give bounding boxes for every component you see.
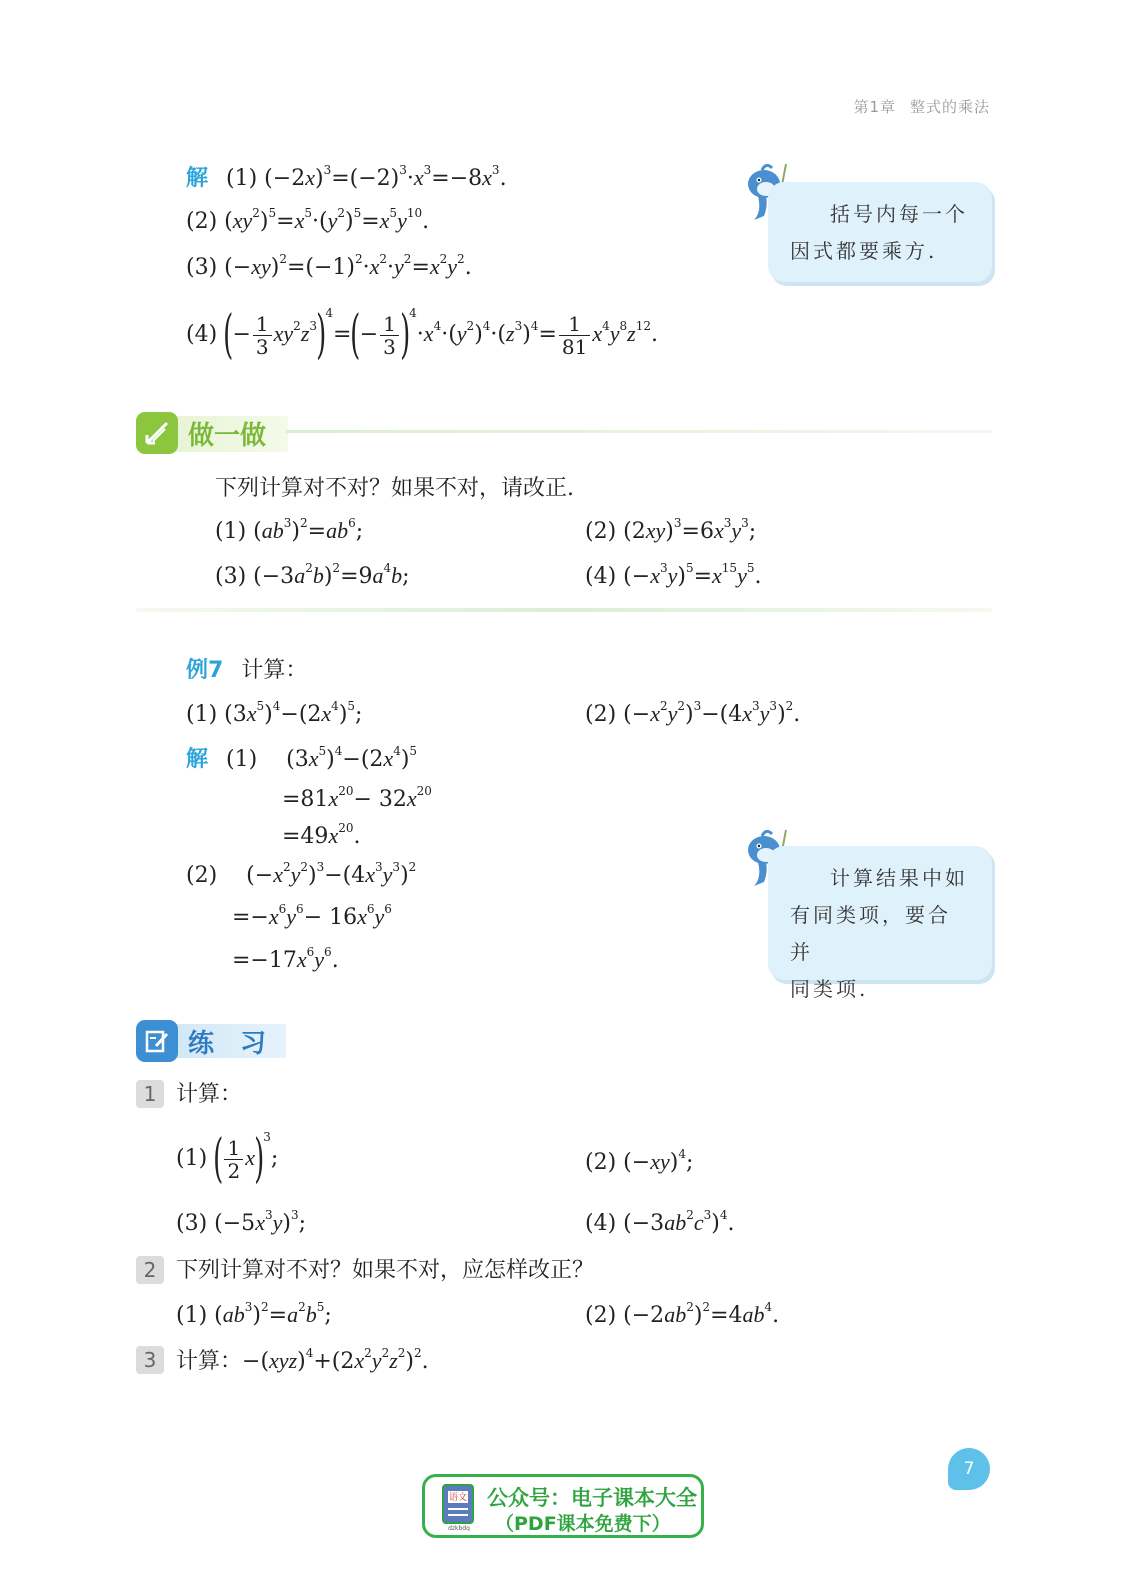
activity-title: 做一做 [188, 421, 267, 451]
solution-line-4: (4) (− $\frac{1}{3}$ $xy^2z^3)^4=(-$ $\frac{1}{3}$ )$^4\cdot x^4\cdot(y^2)^4\cdot(z^3)^4=$ $\frac{1}{81}$ $x^4y^8z^{12}$. [186, 305, 658, 365]
tip-bubble-2: 计算结果中如 有同类项，要合并 同类项. [768, 846, 992, 980]
question-3: 计算：$-(xyz)^4+(2x^2y^2z^2)^2$. [176, 1346, 429, 1374]
solution-line-2: (2) $(xy^2)^5=x^5\cdot(y^2)^5=x^5y^{10}$. [186, 206, 430, 234]
question-2a: (1) $(ab^3)^2=a^2b^5$; [176, 1300, 332, 1328]
pencil-ruler-icon [136, 412, 178, 454]
page-header [839, 96, 990, 117]
activity-item-1: (1) $(ab^3)^2=ab^6$; [215, 516, 364, 544]
question-1-text: 计算： [176, 1082, 243, 1107]
example7-solution-1a: 解 (1) $(3x^5)^4-(2x^4)^5$ [186, 744, 418, 772]
example7-solution-1b: $=81x^{20}- 32x^{20}$ [282, 784, 432, 812]
question-number-3: 3 [136, 1346, 164, 1374]
textbook-icon [439, 1483, 479, 1531]
page-number: 7 [948, 1448, 990, 1490]
activity-item-2: (2) $(2xy)^3=6x^3y^3$; [585, 516, 757, 544]
practice-title: 练 习 [188, 1029, 267, 1059]
example7-solution-2b: $=-x^6y^6- 16x^6y^6$ [232, 902, 392, 930]
solution-label: 解 [186, 166, 209, 191]
question-2-text: 下列计算对不对？如果不对，应怎样改正？ [176, 1258, 595, 1283]
example7-solution-label: 解 [186, 747, 209, 772]
example7-solution-1c: $=49x^{20}$. [282, 821, 361, 849]
section-divider [136, 608, 992, 612]
example7-heading: 例7 计算： [186, 658, 308, 683]
question-1b: (2) $(-xy)^4$; [585, 1147, 694, 1175]
watermark-line-2: （PDF课本免费下） [495, 1513, 671, 1535]
watermark-banner [422, 1474, 704, 1538]
chapter-number: 第1章 [853, 98, 896, 116]
question-1d: (4) $(-3ab^2c^3)^4$. [585, 1208, 735, 1236]
chapter-title: 整式的乘法 [909, 98, 990, 116]
solution-line-1: 解 (1) $(-2x)^3=(-2)^3\cdot x^3=-8x^3$. [186, 163, 507, 191]
activity-prompt: 下列计算对不对？如果不对，请改正. [215, 476, 574, 501]
question-number-2: 2 [136, 1256, 164, 1284]
practice-section-header [136, 1020, 296, 1064]
svg-text:语文: 语文 [448, 1493, 468, 1503]
tip-bubble-1: 括号内每一个 因式都要乘方. [768, 182, 992, 282]
question-2b: (2) $(-2ab^2)^2=4ab^4$. [585, 1300, 780, 1328]
activity-section-header [136, 412, 992, 456]
example7-solution-2a: (2) $(-x^2y^2)^3-(4x^3y^3)^2$ [186, 860, 417, 888]
question-1c: (3) $(-5x^3y)^3$; [176, 1208, 307, 1236]
example7-problem-2: (2) $(-x^2y^2)^3-(4x^3y^3)^2$. [585, 699, 801, 727]
activity-item-4: (4) $(-x^3y)^5=x^{15}y^5$. [585, 561, 762, 589]
svg-text:dzkbdq: dzkbdq [448, 1525, 470, 1531]
example7-problem-1: (1) $(3x^5)^4-(2x^4)^5$; [186, 699, 363, 727]
example7-solution-2c: $=-17x^6y^6$. [232, 945, 339, 973]
watermark-line-1: 公众号：电子课本大全 [487, 1486, 697, 1510]
notepad-icon [136, 1020, 178, 1062]
example7-label: 例7 [186, 658, 224, 683]
solution-line-3: (3) $(-xy)^2=(-1)^2\cdot x^2\cdot y^2=x^2y^2$. [186, 252, 472, 280]
question-1a: (1) ( $\frac{1}{2}$ x)$^3$; [176, 1129, 279, 1189]
question-number-1: 1 [136, 1080, 164, 1108]
activity-item-3: (3) $(-3a^2b)^2=9a^4b$; [215, 561, 410, 589]
